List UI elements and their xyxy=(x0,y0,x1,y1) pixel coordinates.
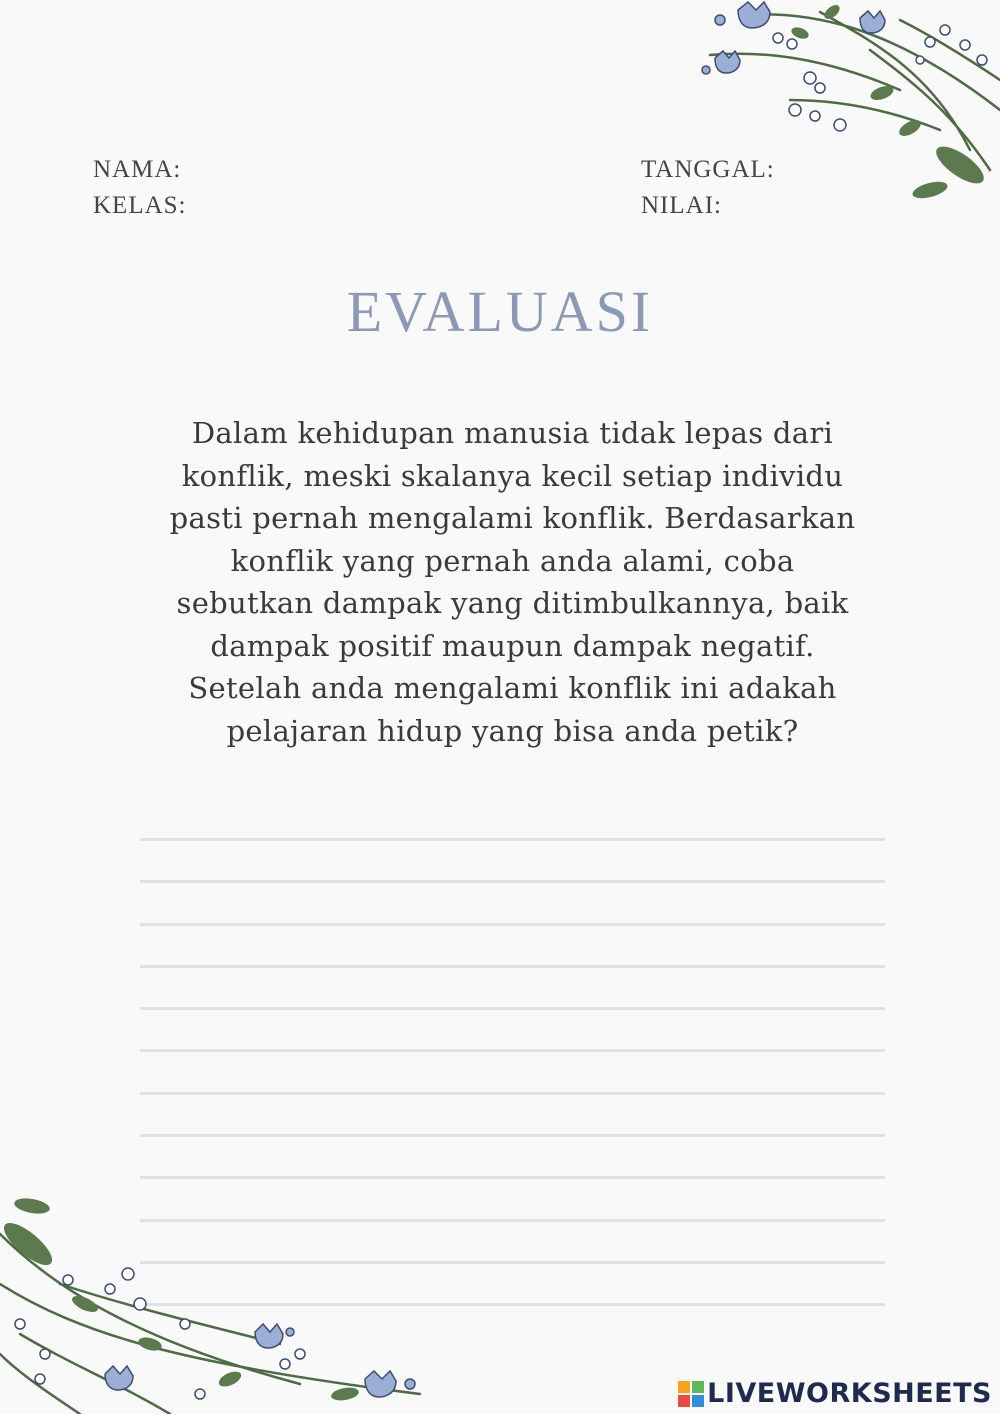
answer-line[interactable] xyxy=(140,965,885,968)
prompt-line: konflik, meski skalanya kecil setiap individu xyxy=(181,458,844,493)
nama-label: NAMA: xyxy=(93,156,182,183)
answer-line[interactable] xyxy=(140,1134,885,1137)
kelas-label: KELAS: xyxy=(93,192,187,219)
answer-line[interactable] xyxy=(140,838,885,841)
prompt-line: pelajaran hidup yang bisa anda petik? xyxy=(226,713,799,748)
prompt-line: Dalam kehidupan manusia tidak lepas dari xyxy=(191,416,834,450)
prompt-line: pasti pernah mengalami konflik. Berdasarkan xyxy=(169,501,856,535)
page-title: EVALUASI xyxy=(346,279,654,344)
prompt-line: dampak positif maupun dampak negatif. xyxy=(210,628,815,663)
tanggal-label: TANGGAL: xyxy=(641,156,775,183)
watermark-text: LIVEWORKSHEETS xyxy=(707,1378,992,1409)
prompt-line: sebutkan dampak yang ditimbulkannya, baik xyxy=(176,586,849,620)
answer-line[interactable] xyxy=(140,1007,885,1010)
question-prompt xyxy=(120,412,905,752)
answer-line[interactable] xyxy=(140,880,885,883)
nilai-label: NILAI: xyxy=(641,192,722,219)
liveworksheets-logo-icon xyxy=(678,1381,704,1407)
liveworksheets-watermark xyxy=(678,1378,992,1409)
answer-line[interactable] xyxy=(140,1092,885,1095)
answer-line[interactable] xyxy=(140,1176,885,1179)
prompt-line: konflik yang pernah anda alami, coba xyxy=(230,543,795,578)
floral-decoration-top-right xyxy=(570,0,1000,200)
floral-decoration-bottom-left xyxy=(0,1194,430,1414)
answer-line[interactable] xyxy=(140,923,885,926)
answer-line[interactable] xyxy=(140,1049,885,1052)
prompt-line: Setelah anda mengalami konflik ini adakah xyxy=(188,671,837,705)
